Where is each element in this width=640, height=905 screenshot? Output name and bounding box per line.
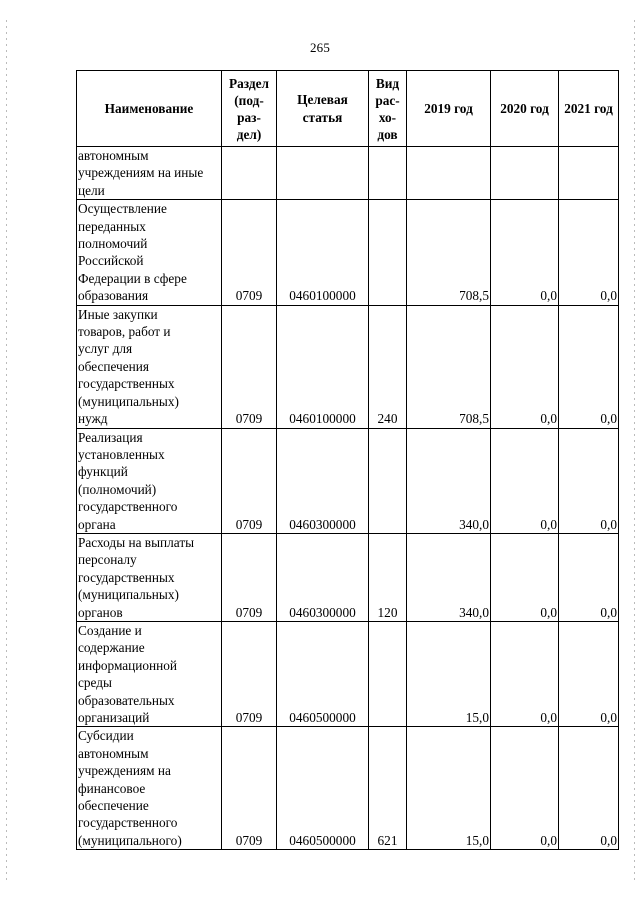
section-cell [222, 147, 277, 200]
name-line: автономным [78, 148, 149, 163]
name-line: (полномочий) [78, 481, 157, 497]
name-line: (муниципальных) [78, 393, 179, 409]
header-expense-type [369, 71, 407, 147]
header-target: Целевая статья [277, 71, 369, 147]
name-line: обеспечения [78, 358, 149, 374]
name-line: органа [78, 516, 116, 532]
header-name: Наименование [77, 71, 222, 147]
name-line: учреждениям на иные [78, 165, 204, 181]
target-cell: 0460500000 [277, 727, 369, 850]
page-number: 265 [309, 40, 331, 55]
table-row [77, 533, 619, 621]
name-line: Российской [78, 253, 144, 269]
value-2020-cell: 0,0 [491, 305, 559, 428]
name-line: полномочий [78, 236, 148, 252]
value-2020-cell: 0,0 [491, 428, 559, 533]
expense-type-cell [369, 621, 407, 726]
value-2021-cell [559, 147, 619, 200]
header-2019: 2019 год [407, 71, 491, 147]
name-cell [77, 428, 222, 533]
name-cell [77, 200, 222, 305]
value-2019-cell: 15,0 [407, 621, 491, 726]
target-cell: 0460300000 [277, 533, 369, 621]
value-2021-cell: 0,0 [559, 200, 619, 305]
target-cell: 0460100000 [277, 200, 369, 305]
section-cell: 0709 [222, 533, 277, 621]
value-2019-cell: 15,0 [407, 727, 491, 850]
target-cell: 0460300000 [277, 428, 369, 533]
name-line: финансовое [78, 780, 146, 796]
value-2021-cell: 0,0 [559, 533, 619, 621]
name-line: образования [78, 288, 149, 304]
name-line: органов [78, 604, 123, 620]
value-2020-cell: 0,0 [491, 621, 559, 726]
section-cell: 0709 [222, 727, 277, 850]
header-section-label: Раздел (под- раз- дел) [229, 75, 269, 142]
name-line: нужд [78, 411, 108, 427]
value-2021-cell: 0,0 [559, 621, 619, 726]
table-header-row [77, 71, 619, 147]
name-line: государственного [78, 499, 178, 515]
name-line: автономным [78, 745, 149, 761]
target-cell [277, 147, 369, 200]
table-row [77, 305, 619, 428]
name-line: Создание и [78, 622, 142, 638]
table-body [77, 147, 619, 850]
header-2020: 2020 год [491, 71, 559, 147]
table-row [77, 200, 619, 305]
name-line: (муниципальных) [78, 587, 179, 603]
name-line: учреждениям на [78, 763, 171, 779]
value-2020-cell: 0,0 [491, 533, 559, 621]
table-row [77, 147, 619, 200]
value-2019-cell: 708,5 [407, 200, 491, 305]
value-2021-cell: 0,0 [559, 727, 619, 850]
expense-type-cell: 240 [369, 305, 407, 428]
value-2020-cell: 0,0 [491, 727, 559, 850]
value-2021-cell: 0,0 [559, 428, 619, 533]
value-2019-cell: 708,5 [407, 305, 491, 428]
name-line: услуг для [78, 341, 133, 357]
expense-type-cell: 621 [369, 727, 407, 850]
name-line: функций [78, 464, 128, 480]
header-expense-type-label: Вид рас- хо- дов [375, 75, 400, 142]
name-line: Расходы на выплаты [78, 534, 195, 550]
name-line: (муниципального) [78, 832, 182, 848]
table-row [77, 727, 619, 850]
expense-type-cell: 120 [369, 533, 407, 621]
table-row [77, 621, 619, 726]
name-line: Реализация [78, 429, 143, 445]
value-2019-cell: 340,0 [407, 428, 491, 533]
value-2020-cell: 0,0 [491, 200, 559, 305]
header-section [222, 71, 277, 147]
name-line: содержание [78, 640, 145, 656]
name-line: цели [78, 182, 105, 198]
name-line: установленных [78, 446, 165, 462]
name-line: образовательных [78, 692, 175, 708]
name-line: государственных [78, 376, 175, 392]
name-line: государственного [78, 815, 178, 831]
name-cell [77, 727, 222, 850]
expense-type-cell [369, 147, 407, 200]
left-edge-mark [6, 20, 7, 880]
name-cell [77, 621, 222, 726]
name-line: переданных [78, 218, 146, 234]
expense-type-cell [369, 200, 407, 305]
value-2020-cell [491, 147, 559, 200]
name-line: Осуществление [78, 201, 167, 217]
section-cell: 0709 [222, 305, 277, 428]
right-edge-mark [634, 20, 635, 880]
expense-type-cell [369, 428, 407, 533]
name-cell [77, 305, 222, 428]
name-cell [77, 533, 222, 621]
section-cell: 0709 [222, 428, 277, 533]
name-line: среды [78, 675, 112, 691]
name-line: государственных [78, 569, 175, 585]
name-line: товаров, работ и [78, 324, 171, 340]
name-line: организаций [78, 710, 150, 725]
value-2019-cell [407, 147, 491, 200]
name-cell [77, 147, 222, 200]
section-cell: 0709 [222, 200, 277, 305]
section-cell: 0709 [222, 621, 277, 726]
name-line: информационной [78, 657, 178, 673]
value-2019-cell: 340,0 [407, 533, 491, 621]
name-line: Иные закупки [78, 306, 158, 322]
budget-table [76, 70, 619, 850]
name-line: персоналу [78, 552, 137, 568]
value-2021-cell: 0,0 [559, 305, 619, 428]
target-cell: 0460500000 [277, 621, 369, 726]
target-cell: 0460100000 [277, 305, 369, 428]
name-line: Субсидии [78, 728, 134, 744]
header-2021: 2021 год [559, 71, 619, 147]
table-row [77, 428, 619, 533]
name-line: Федерации в сфере [78, 270, 187, 286]
name-line: обеспечение [78, 798, 149, 814]
